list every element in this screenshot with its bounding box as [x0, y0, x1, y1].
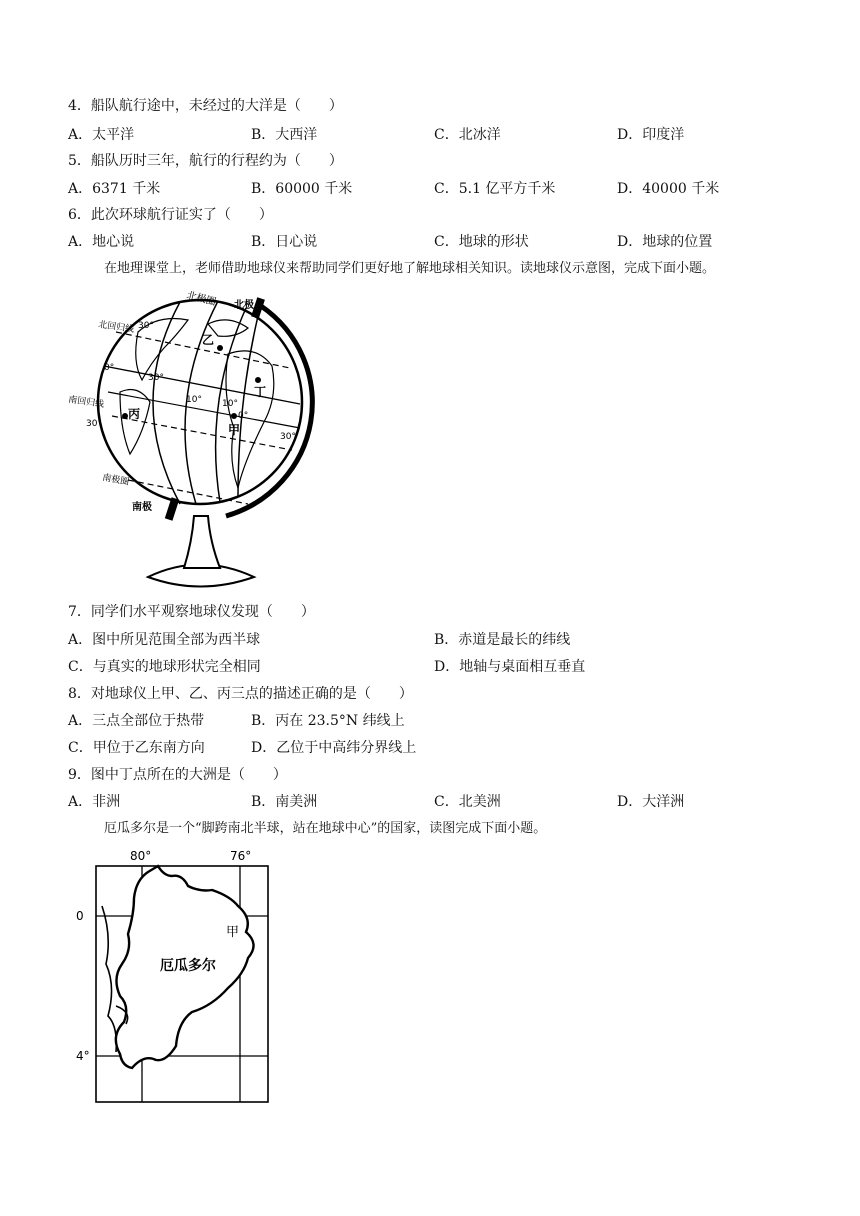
q8-option-c: C．甲位于乙东南方向 [68, 740, 205, 756]
q6-option-a: A．地心说 [68, 234, 135, 250]
q9-option-b: B．南美洲 [251, 794, 318, 810]
q8-option-a: A．三点全部位于热带 [68, 713, 205, 729]
point-yi-dot [217, 345, 223, 351]
question-5-stem: 5．船队历时三年，航行的行程约为（ ） [68, 153, 343, 169]
question-7-stem: 7．同学们水平观察地球仪发现（ ） [68, 604, 315, 620]
q8-option-b: B．丙在 23.5°N 纬线上 [251, 713, 405, 729]
label-lat30-d: 30° [280, 432, 296, 442]
label-lat10-b: 10° [186, 395, 202, 405]
ecuador-map [72, 846, 286, 1110]
q4-option-c: C．北冰洋 [434, 127, 501, 143]
south-axis-cap [165, 497, 179, 520]
label-lat10-a: 10° [222, 399, 238, 409]
label-lat0-b: 0° [238, 411, 249, 421]
label-south-polar-circle: 南极圈 [101, 473, 130, 488]
q7-option-a: A．图中所见范围全部为西半球 [68, 632, 261, 648]
q7-option-b: B．赤道是最长的纬线 [434, 632, 571, 648]
label-lat4: 4° [76, 1049, 90, 1063]
q5-option-a: A．6371 千米 [68, 181, 161, 197]
label-south-pole: 南极 [132, 502, 152, 513]
q4-option-b: B．大西洋 [251, 127, 318, 143]
globe-figure [68, 284, 328, 594]
q6-option-d: D．地球的位置 [617, 234, 713, 250]
label-point-jia: 甲 [226, 925, 240, 940]
q4-option-d: D．印度洋 [617, 127, 685, 143]
question-4-stem: 4．船队航行途中，未经过的大洋是（ ） [68, 98, 343, 114]
label-north-pole: 北极 [234, 300, 254, 311]
globe-intro: 在地理课堂上，老师借助地球仪来帮助同学们更好地了解地球相关知识。读地球仪示意图，完成下面小题。 [104, 261, 716, 276]
q6-option-c: C．地球的形状 [434, 234, 529, 250]
label-lat30-a: 30° [138, 321, 154, 331]
label-lon76: 76° [230, 849, 252, 863]
label-point-ding: 丁 [254, 385, 267, 399]
question-6-stem: 6．此次环球航行证实了（ ） [68, 207, 273, 223]
question-9-stem: 9．图中丁点所在的大洲是（ ） [68, 767, 287, 783]
q8-option-d: D．乙位于中高纬分界线上 [251, 740, 417, 756]
q5-option-c: C．5.1 亿平方千米 [434, 181, 556, 197]
q4-option-a: A．太平洋 [68, 127, 135, 143]
q5-option-b: B．60000 千米 [251, 181, 353, 197]
point-jia-dot [231, 413, 237, 419]
q6-option-b: B．日心说 [251, 234, 318, 250]
q9-option-c: C．北美洲 [434, 794, 501, 810]
q9-option-d: D．大洋洲 [617, 794, 685, 810]
label-point-jia: 甲 [228, 423, 241, 437]
label-lat0: 0° [104, 363, 115, 373]
q5-option-d: D．40000 千米 [617, 181, 720, 197]
label-point-bing: 丙 [128, 407, 141, 421]
label-lat30-b: 30° [148, 373, 164, 383]
label-lon80: 80° [130, 849, 152, 863]
ecuador-intro: 厄瓜多尔是一个“脚跨南北半球，站在地球中心”的国家，读图完成下面小题。 [104, 821, 547, 836]
q7-option-d: D．地轴与桌面相互垂直 [434, 659, 586, 675]
point-ding-dot [255, 377, 261, 383]
label-north-polar-circle: 北极圈 [185, 290, 218, 309]
q7-option-c: C．与真实的地球形状完全相同 [68, 659, 261, 675]
label-lat0: 0 [76, 909, 84, 923]
globe-stand-neck [184, 516, 220, 568]
question-8-stem: 8．对地球仪上甲、乙、丙三点的描述正确的是（ ） [68, 686, 413, 702]
label-country: 厄瓜多尔 [160, 958, 216, 974]
label-tropic-capricorn: 南回归线 [68, 395, 105, 410]
q9-option-a: A．非洲 [68, 794, 121, 810]
label-tropic-cancer: 北回归线 [97, 320, 135, 335]
label-point-yi: 乙 [202, 333, 215, 347]
label-lat30-c: 30° [86, 419, 102, 429]
